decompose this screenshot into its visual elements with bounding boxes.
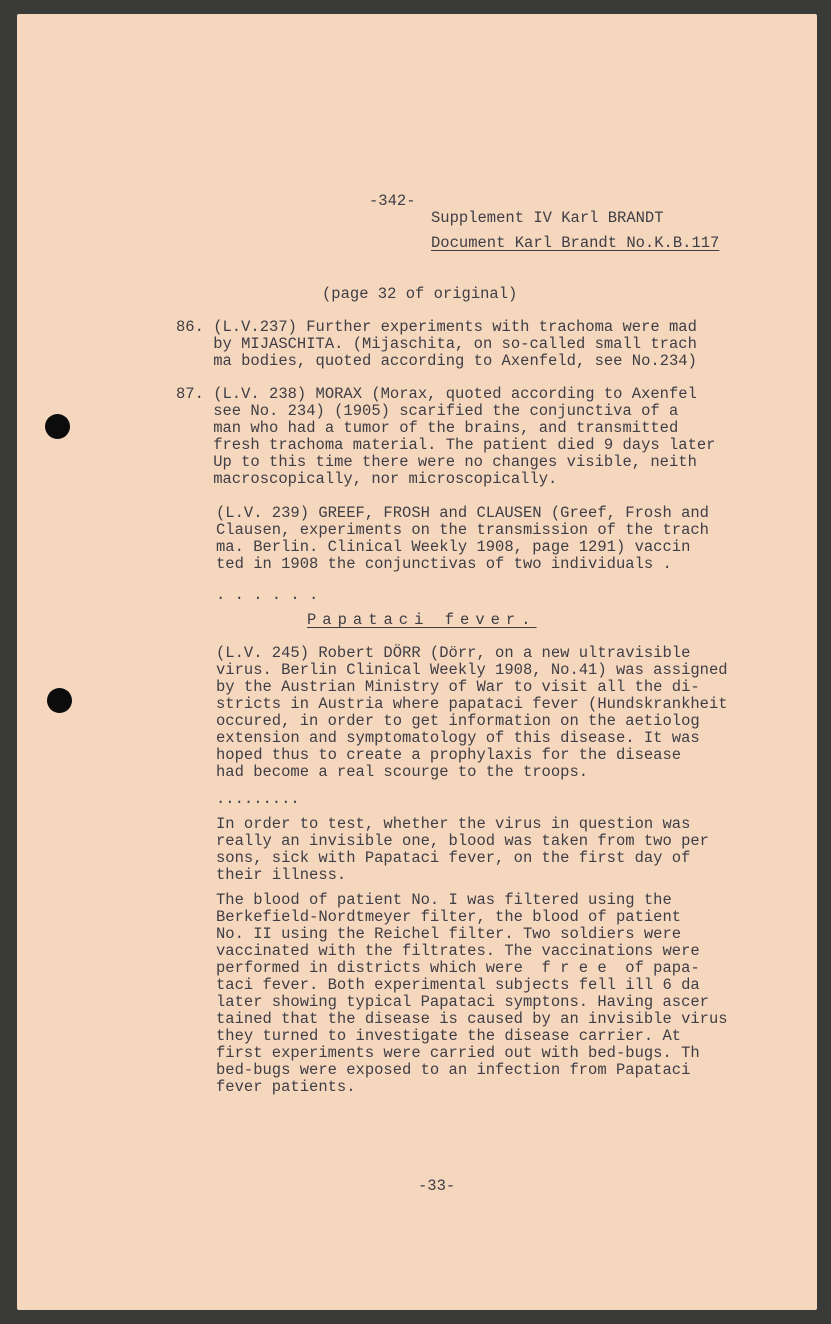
text-line: tained that the disease is caused by an invisible virus (216, 1010, 728, 1028)
text-line: by MIJASCHITA. (Mijaschita, on so-called small trach (176, 335, 697, 353)
text-line: stricts in Austria where papataci fever (Hundskrankheit (216, 695, 728, 713)
text-line: (L.V. 245) Robert DÖRR (Dörr, on a new ultravisible (216, 644, 691, 662)
document-page (17, 14, 817, 1310)
ellipsis-separator: . . . . . . (216, 586, 319, 604)
text-line: ted in 1908 the conjunctivas of two individuals . (216, 555, 672, 573)
text-line: extension and symptomatology of this disease. It was (216, 729, 700, 747)
text-line: Up to this time there were no changes visible, neith (176, 453, 697, 471)
text-line: their illness. (216, 866, 347, 884)
page-of-original: (page 32 of original) (322, 285, 518, 303)
text-line: Clausen, experiments on the transmission of the trach (216, 521, 709, 539)
text-line: ma bodies, quoted according to Axenfeld, see No.234) (176, 352, 697, 370)
text-line: fresh trachoma material. The patient died 9 days later (176, 436, 716, 454)
text-line: man who had a tumor of the brains, and transmitted (176, 419, 679, 437)
punch-hole-bottom (47, 688, 72, 713)
text-line: No. II using the Reichel filter. Two soldiers were (216, 925, 682, 943)
text-line: virus. Berlin Clinical Weekly 1908, No.41) was assigned (216, 661, 728, 679)
text-line: they turned to investigate the disease carrier. At (216, 1027, 682, 1045)
text-line: bed-bugs were exposed to an infection from Papataci (216, 1061, 691, 1079)
text-line: later showing typical Papataci symptons. Having ascer (216, 993, 709, 1011)
document-reference: Document Karl Brandt No.K.B.117 (431, 234, 720, 252)
text-line: had become a real scourge to the troops. (216, 763, 589, 781)
section-title: Papataci fever. (307, 611, 537, 629)
text-line: sons, sick with Papataci fever, on the first day of (216, 849, 691, 867)
text-line: Berkefield-Nordtmeyer filter, the blood of patient (216, 908, 682, 926)
text-line: The blood of patient No. I was filtered using the (216, 891, 672, 909)
text-line: (L.V. 239) GREEF, FROSH and CLAUSEN (Greef, Frosh and (216, 504, 709, 522)
text-line: fever patients. (216, 1078, 356, 1096)
text-line: vaccinated with the filtrates. The vaccinations were (216, 942, 700, 960)
ellipsis-separator: ......... (216, 790, 300, 808)
text-line: 87. (L.V. 238) MORAX (Morax, quoted according to Axenfel (176, 385, 697, 403)
text-line: occured, in order to get information on the aetiolog (216, 712, 700, 730)
text-line: see No. 234) (1905) scarified the conjunctiva of a (176, 402, 679, 420)
text-line: 86. (L.V.237) Further experiments with trachoma were mad (176, 318, 697, 336)
text-line: really an invisible one, blood was taken from two per (216, 832, 709, 850)
page-number: -342- (369, 192, 416, 210)
punch-hole-top (45, 414, 70, 439)
text-line: performed in districts which were f r e e of papa- (216, 959, 700, 977)
text-line: taci fever. Both experimental subjects fell ill 6 da (216, 976, 700, 994)
text-line: first experiments were carried out with bed-bugs. Th (216, 1044, 700, 1062)
text-line: ma. Berlin. Clinical Weekly 1908, page 1291) vaccin (216, 538, 691, 556)
text-line: by the Austrian Ministry of War to visit all the di- (216, 678, 700, 696)
supplement-title: Supplement IV Karl BRANDT (431, 209, 664, 227)
text-line: macroscopically, nor microscopically. (176, 470, 558, 488)
text-line: hoped thus to create a prophylaxis for the disease (216, 746, 682, 764)
text-line: In order to test, whether the virus in question was (216, 815, 691, 833)
footer-page-number: -33- (418, 1177, 456, 1195)
